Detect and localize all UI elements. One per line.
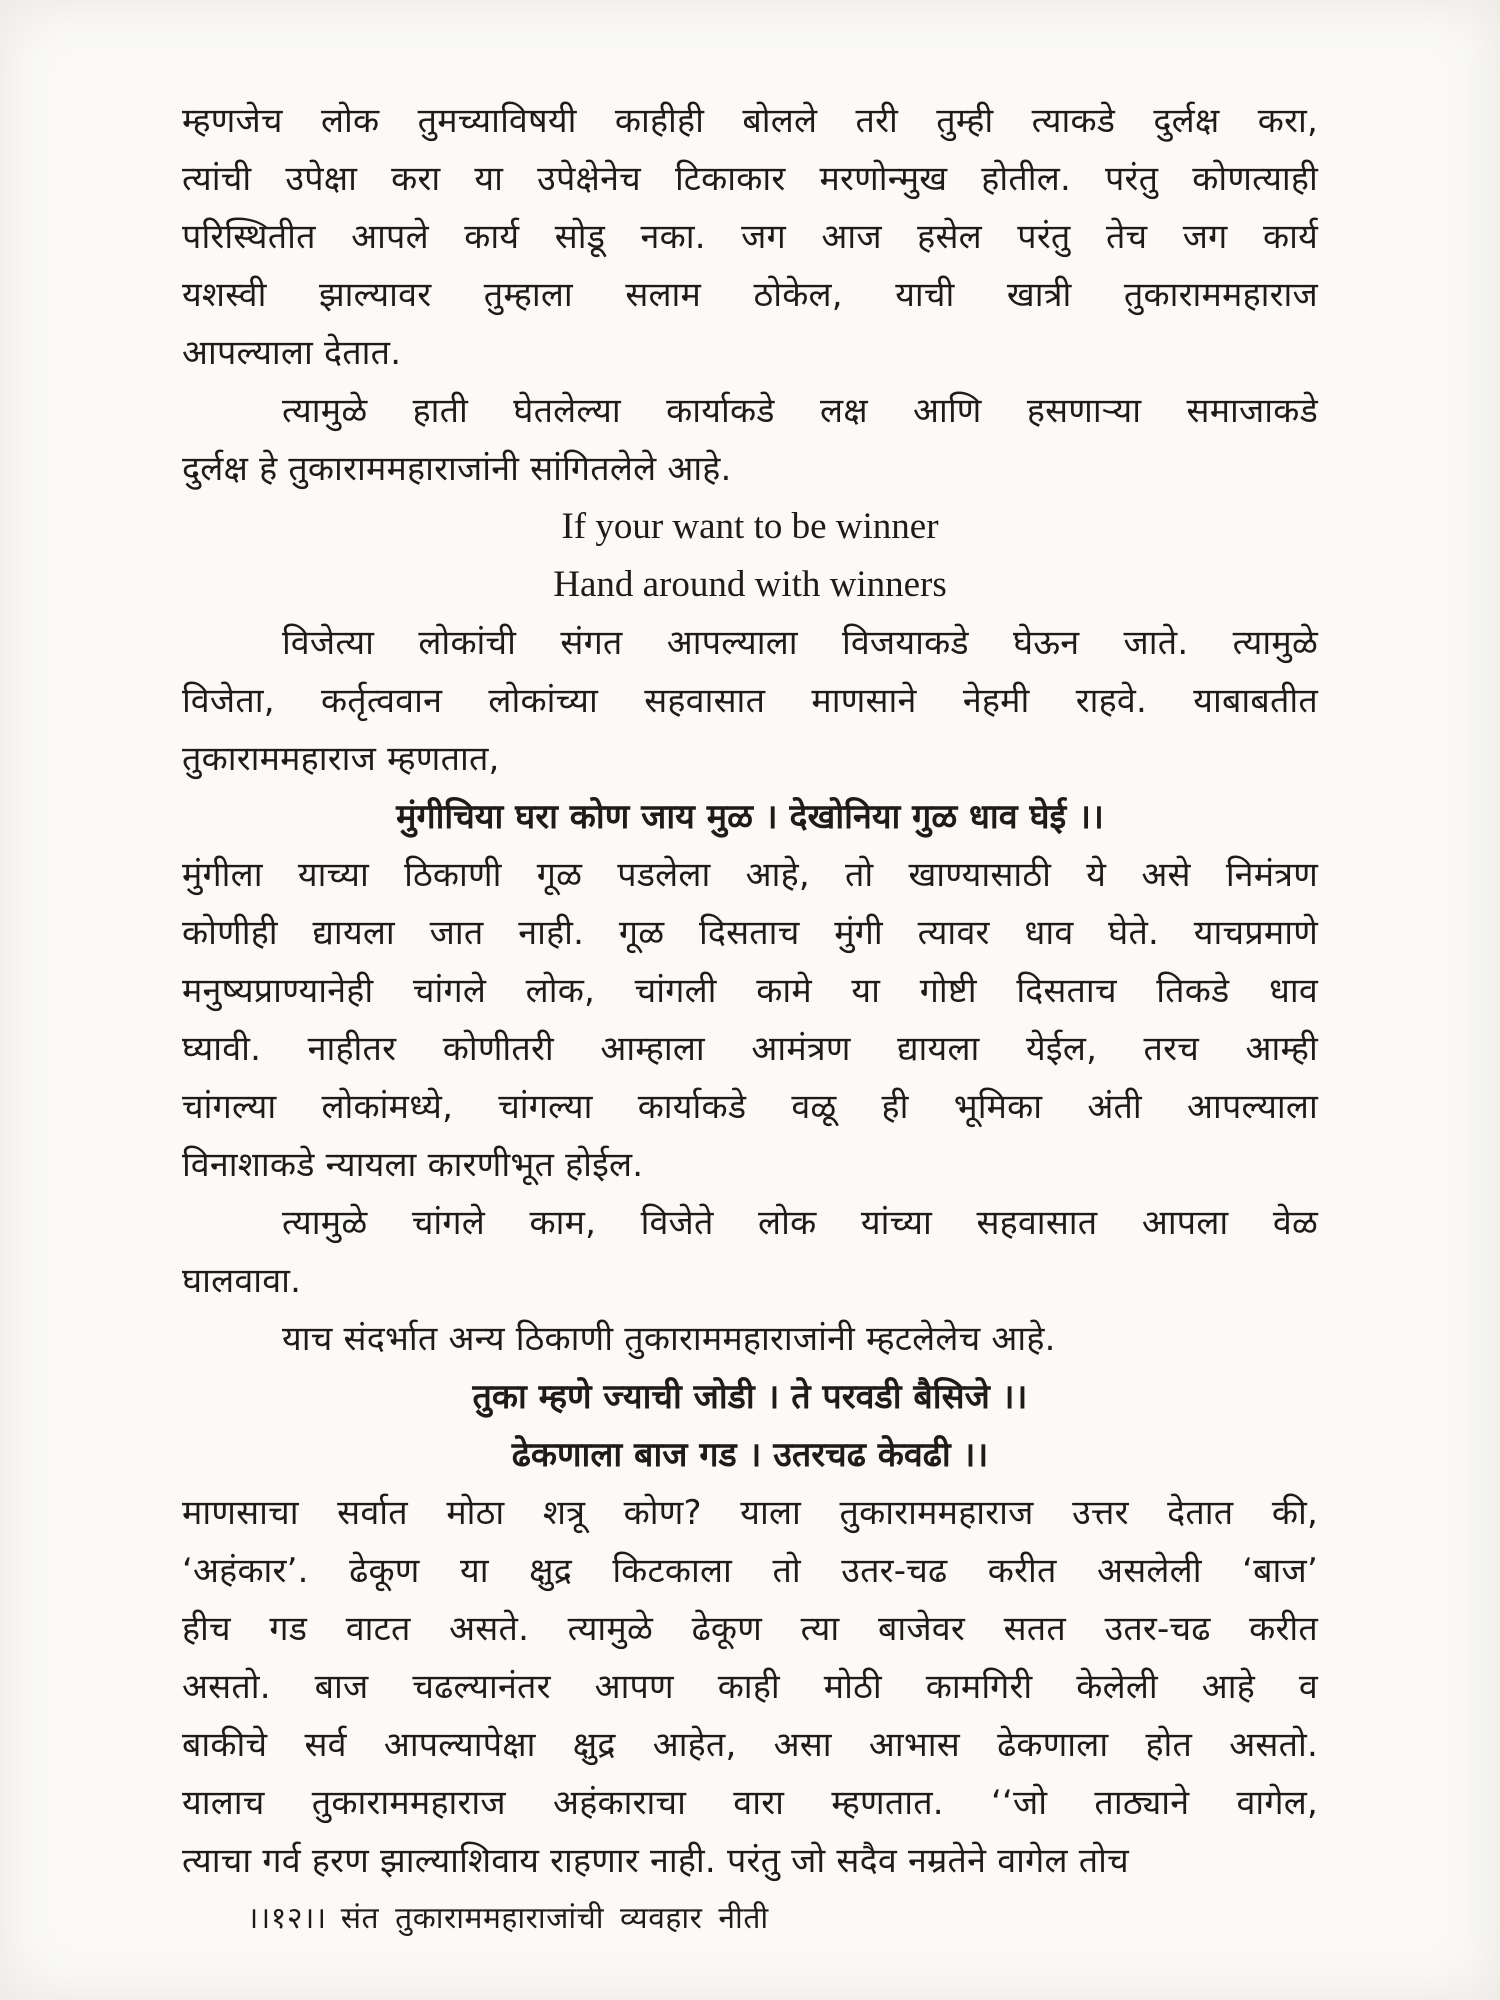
text-line: घ्यावी. नाहीतर कोणीतरी आम्हाला आमंत्रण द्यायला येईल, तरच आम्ही	[182, 1029, 1318, 1069]
text-line: मुंगीला याच्या ठिकाणी गूळ पडलेला आहे, तो खाण्यासाठी ये असे निमंत्रण	[182, 855, 1318, 895]
text-line: त्याचा गर्व हरण झाल्याशिवाय राहणार नाही. परंतु जो सदैव नम्रतेने वागेल तोच	[182, 1841, 1129, 1881]
english-quote	[182, 498, 1318, 614]
text-line: म्हणजेच लोक तुमच्याविषयी काहीही बोलले तरी तुम्ही त्याकडे दुर्लक्ष करा,	[182, 101, 1318, 141]
paragraph-focus-on-work	[182, 382, 1318, 498]
text-line: मुंगीचिया घरा कोण जाय मुळ । देखोनिया गुळ धाव घेई ।।	[396, 797, 1104, 837]
paragraph-reference-line	[182, 1310, 1318, 1368]
text-line: Hand around with winners	[553, 564, 947, 605]
text-line: चांगल्या लोकांमध्ये, चांगल्या कार्याकडे वळू ही भूमिका अंती आपल्याला	[182, 1087, 1318, 1127]
text-line: विजेत्या लोकांची संगत आपल्याला विजयाकडे घेऊन जाते. त्यामुळे	[282, 623, 1318, 663]
text-line: यालाच तुकाराममहाराज अहंकाराचा वारा म्हणतात. ‘‘जो ताठ्याने वागेल,	[182, 1783, 1318, 1823]
text-line: तुकाराममहाराज म्हणतात,	[182, 739, 500, 779]
text-line: दुर्लक्ष हे तुकाराममहाराजांनी सांगितलेले आहे.	[182, 449, 732, 489]
text-line: याच संदर्भात अन्य ठिकाणी तुकाराममहाराजांनी म्हटलेलेच आहे.	[282, 1319, 1056, 1359]
text-line: ‘अहंकार’. ढेकूण या क्षुद्र किटकाला तो उतर-चढ करीत असलेली ‘बाज’	[182, 1551, 1318, 1591]
paragraph-company-of-winners	[182, 614, 1318, 788]
text-line: त्यामुळे हाती घेतलेल्या कार्याकडे लक्ष आणि हसणाऱ्या समाजाकडे	[282, 391, 1318, 431]
text-line: परिस्थितीत आपले कार्य सोडू नका. जग आज हसेल परंतु तेच जग कार्य	[182, 217, 1318, 257]
text-line: कोणीही द्यायला जात नाही. गूळ दिसताच मुंगी त्यावर धाव घेते. याचप्रमाणे	[182, 913, 1318, 953]
paragraph-ignore-critics	[182, 92, 1318, 382]
text-line: त्यामुळे चांगले काम, विजेते लोक यांच्या सहवासात आपला वेळ	[282, 1203, 1318, 1243]
paragraph-ego-bedbug	[182, 1484, 1318, 1890]
paragraph-spend-time-with-winners	[182, 1194, 1318, 1310]
text-line: यशस्वी झाल्यावर तुम्हाला सलाम ठोकेल, याची खात्री तुकाराममहाराज	[182, 275, 1318, 315]
text-line: ढेकणाला बाज गड । उतरचढ केवढी ।।	[511, 1435, 989, 1475]
text-line: विनाशाकडे न्यायला कारणीभूत होईल.	[182, 1145, 644, 1185]
text-line: त्यांची उपेक्षा करा या उपेक्षेनेच टिकाकार मरणोन्मुख होतील. परंतु कोणत्याही	[182, 159, 1318, 199]
book-title: संत तुकाराममहाराजांची व्यवहार नीती	[340, 1901, 769, 1936]
text-line: मनुष्यप्राण्यानेही चांगले लोक, चांगली कामे या गोष्टी दिसताच तिकडे धाव	[182, 971, 1318, 1011]
text-line: तुका म्हणे ज्याची जोडी । ते परवडी बैसिजे ।।	[472, 1377, 1028, 1417]
verse-tuka-mhane-jodi	[182, 1368, 1318, 1484]
text-line: माणसाचा सर्वात मोठा शत्रू कोण? याला तुकाराममहाराज उत्तर देतात की,	[182, 1493, 1318, 1533]
text-line: असतो. बाज चढल्यानंतर आपण काही मोठी कामगिरी केलेली आहे व	[182, 1667, 1318, 1707]
text-line: विजेता, कर्तृत्ववान लोकांच्या सहवासात माणसाने नेहमी राहवे. याबाबतीत	[182, 681, 1318, 721]
page-footer	[0, 1890, 1500, 1948]
text-line: बाकीचे सर्व आपल्यापेक्षा क्षुद्र आहेत, असा आभास ढेकणाला होत असतो.	[182, 1725, 1318, 1765]
text-line: आपल्याला देतात.	[182, 333, 402, 373]
page-number: ।।१२।।	[247, 1901, 327, 1936]
verse-mungichiya-ghara	[182, 788, 1318, 846]
text-line: If your want to be winner	[561, 506, 939, 547]
paragraph-ant-and-jaggery	[182, 846, 1318, 1194]
text-line: हीच गड वाटत असते. त्यामुळे ढेकूण त्या बाजेवर सतत उतर-चढ करीत	[182, 1609, 1318, 1649]
text-line: घालवावा.	[182, 1261, 302, 1301]
